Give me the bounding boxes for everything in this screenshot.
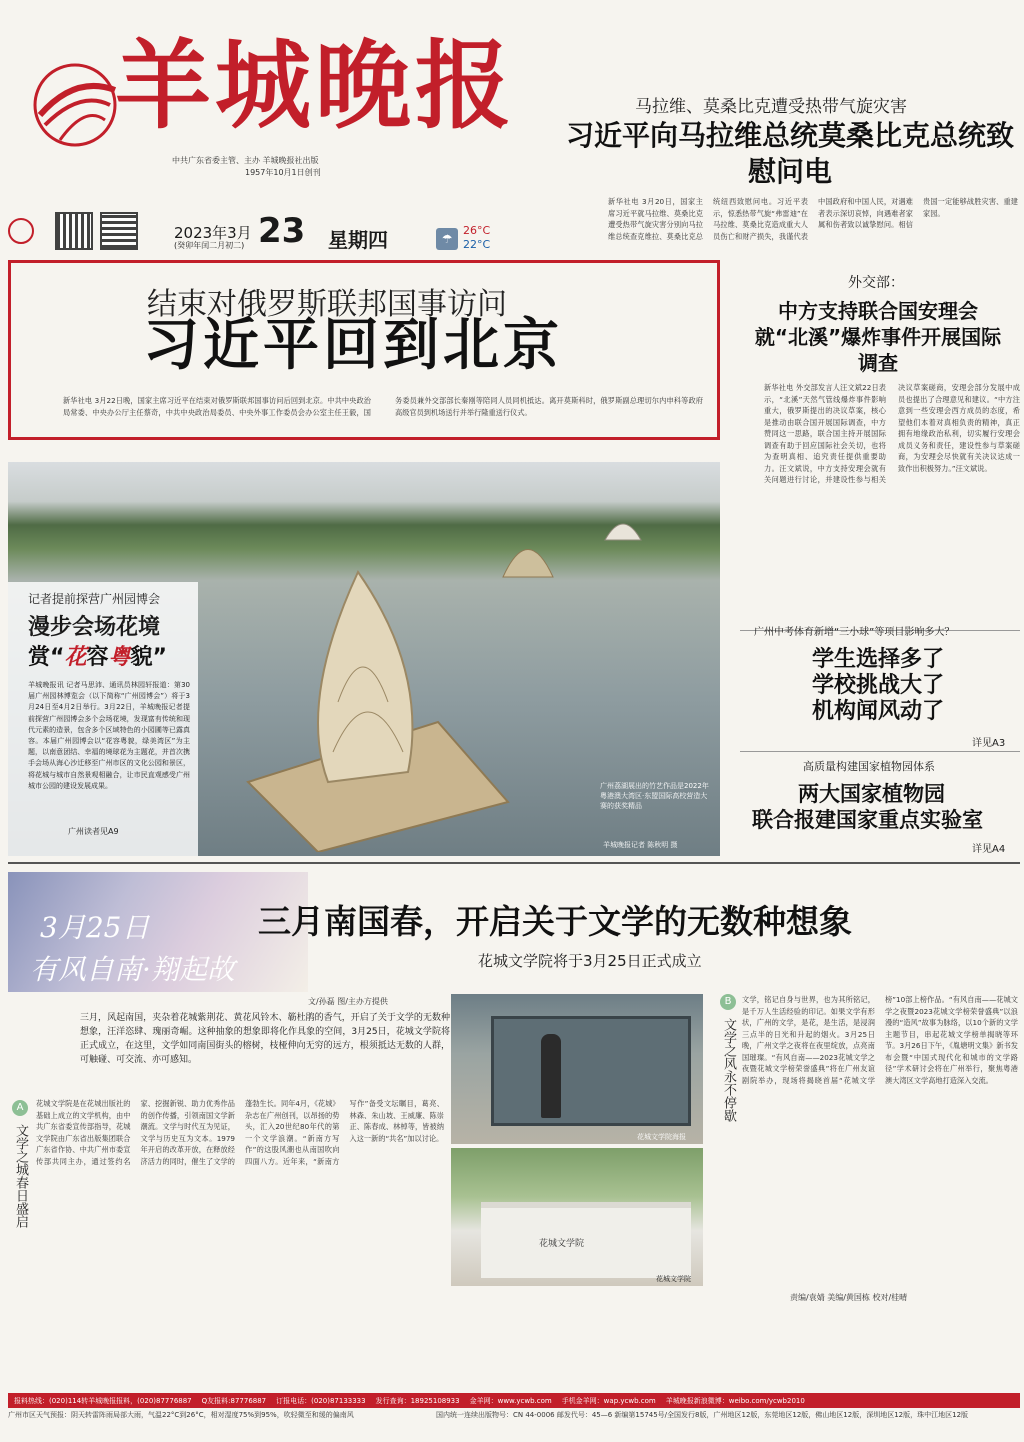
feature-headline: 三月南国春，开启关于文学的无数种想象 xyxy=(258,902,852,941)
person-figure-icon xyxy=(541,1034,561,1118)
lead-story[interactable] xyxy=(8,260,720,440)
top-story[interactable] xyxy=(560,88,1020,258)
section-a-title: 文学之城春日盛启 xyxy=(13,1124,28,1228)
footer-weibo[interactable]: 羊城晚报新浪微博：weibo.com/ycwb2010 xyxy=(665,1396,805,1405)
sports-seemore[interactable]: 详见A3 xyxy=(972,738,1006,749)
bamboo-sculpture-icon xyxy=(238,552,518,852)
photo-body: 羊城晚报讯 记者马思沛、通讯员林园轩报道：第30届广州园林博览会（以下简称“广州园博会”）将于3月24日至4月2日举行。3月22日，羊城晚报记者提前探营广州园博会多个会场花境，发现富有传统和现代元素的造景，包含多个区域特色的小园圃等已露真容。本届广州园博会以“花容粤貌，绿美湾区”为主题，以南意团结、幸福的境球花为主题花，并首次携手会场从海心沙迁移至广州市区的文化公园和景区，将花城与城市自然景观相融合，让市民直观感受广州城市公园的建设发展成果。 xyxy=(28,681,190,790)
mofa-headline: 中方支持联合国安理会就“北溪”爆炸事件开展国际调查 xyxy=(754,299,1002,375)
footer-subscribe[interactable]: 订报电话：(020)87133333 xyxy=(276,1396,366,1405)
top-story-kicker: 马拉维、莫桑比克遭受热带气旋灾害 xyxy=(635,97,907,117)
photo-seemore[interactable]: 广州读者见A9 xyxy=(68,827,119,836)
section-b-text: 文学，铭记自身与世界，也为其所铭记，是千万人生活经验的印记。如果文学有形状，广州的文学，是花，是生活，是浸润三点半的日光和升起的烟火。3月25日晚，广州文学之夜将在夜里绽放，点亮南国璀璨。“有风自南——2023花城文学之夜暨花城文学榜荣誉盛典”将在广州友谊剧院举办，现场将揭晓首届“花城文学榜”10部上榜作品。“有风自南——花城文学之夜暨2023花城文学榜荣誉盛典”以浪漫的“造风”故事为脉络，以10个新的文学主题节目，串起花城文学榜单揭晓等环节。3月26日下午，《胤塘明文集》新书发布会暨“中国式现代化和城市的文学路径”学术研讨会将在广州举行，聚焦粤港澳大湾区文学高地打造深入交流。 xyxy=(742,995,1018,1085)
photo-headline-2e: 貌” xyxy=(130,645,167,670)
lead-headline: 习近平回到北京 xyxy=(143,313,563,378)
photo-headline-2a: 赏“ xyxy=(28,645,65,670)
photo-headline-1: 漫步会场花境 xyxy=(28,615,161,640)
feature-editors: 责编/袁婧 美编/黄国栋 校对/桂晴 xyxy=(790,1293,908,1302)
garden-story[interactable] xyxy=(740,752,1020,856)
issue-day: 23 xyxy=(258,211,306,251)
newspaper-logo-icon xyxy=(30,60,120,150)
feature-byline: 文/孙磊 图/主办方提供 xyxy=(308,997,388,1006)
garden-seemore[interactable]: 详见A4 xyxy=(972,844,1006,855)
footer-registration: 国内统一连续出版物号：CN 44-0006 邮发代号：45—6 新编第15745号/全国发行8版，广州地区12版，东莞地区12版，佛山地区12版，深圳地区12版，珠中江地区12版 xyxy=(436,1411,969,1419)
footer-weather: 广州市区天气预报：阴天转雷阵雨局部大雨，气温22°C到26°C，相对湿度75%到95%，吹轻微至和缓的偏南风 xyxy=(8,1411,354,1419)
section-b-badge: B xyxy=(720,994,736,1010)
lead-subhead: 结束对俄罗斯联邦国事访问 xyxy=(147,287,507,322)
sports-line-3: 机构闻风动了 xyxy=(812,699,945,724)
masthead-title: 羊城晚报 xyxy=(115,29,515,142)
weather-icon: ☂ xyxy=(436,228,458,250)
feature-intro: 三月，风起南国，夹杂着花城紫荆花、黄花风铃木、簕杜鹃的香气，开启了关于文学的无数种想象，汪洋恣肆、瑰丽奇崛。这种抽象的想象即将化作具象的空间，3月25日，花城文学院将正式成立，在这里，文学如同南国街头的榕树，枝桠伸向无穷的远方，根须抵达无数的人群，可触碰、可交流、亦可感知。 xyxy=(80,1013,450,1065)
seal-icon xyxy=(8,218,34,244)
publisher-line: 中共广东省委主管、主办 羊城晚报社出版 xyxy=(172,156,319,165)
top-story-body: 新华社电 3月20日，国家主席习近平就马拉维、莫桑比克遭受热带气旋灾害分别向马拉维总统查克维拉、莫桑比克总统纽西致慰问电。习近平表示，惊悉热带气旋“弗雷迪”在马拉维、莫桑比克造成重大人员伤亡和财产损失，我谨代表中国政府和中国人民，对遇难者表示深切哀悼，向遇难者家属和伤者致以诚挚慰问。相信贵国一定能够战胜灾害、重建家园。 xyxy=(608,197,1018,241)
section-b-title: 文学之风永不停歇 xyxy=(721,1018,736,1122)
feature-calligraphy-1: 3月25日 xyxy=(40,911,150,944)
divider xyxy=(8,862,1020,864)
footer-mobile[interactable]: 手机金羊网：wap.ycwb.com xyxy=(561,1396,656,1405)
section-a-text: 花城文学院是在花城出版社的基础上成立的文学机构，由中共广东省委宣传部指导，花城文学院由广东省出版集团联合广东省作协、中共广州市委宣传部共同主办，通过签约名家、挖掘新锐、助力优秀作品的创作传播，引领南国文学新潮流。文学与时代互为见证，文学与历史互为文本。1979年开启的改革开放，在释放经济活力的同时，催生了文学的蓬勃生长。同年4月，《花城》杂志在广州创刊，以昂扬的势头，汇入20世纪80年代的第一个文学浪潮。“新南方写作”的这股风潮也从南国吹向四面八方。近年来，“新南方写作”备受文坛瞩目，葛亮、林森、朱山坡、王威廉、陈崇正、陈春成、林棹等，皆被纳入这一新的“共名”加以讨论。 xyxy=(36,1099,444,1166)
building-caption: 花城文学院 xyxy=(656,1275,691,1283)
garden-line-2: 联合报建国家重点实验室 xyxy=(752,808,983,832)
photo-credit: 羊城晚报记者 陈秋明 摄 xyxy=(603,841,678,849)
temp-high: 26°C xyxy=(463,224,491,237)
small-sculpture-icon xyxy=(498,522,558,582)
garden-line-1: 两大国家植物园 xyxy=(798,782,945,806)
issue-date: 2023年3月 xyxy=(174,224,252,242)
photo-headline-2 xyxy=(28,640,167,671)
photo-headline-2c: 容 xyxy=(86,645,109,670)
lunar-date: (癸卯年闰二月初二) xyxy=(174,241,245,250)
issue-weekday: 星期四 xyxy=(328,228,388,252)
poster-board xyxy=(491,1016,691,1126)
photo-kicker: 记者提前探营广州园博会 xyxy=(28,592,161,606)
building-facade xyxy=(481,1202,691,1278)
building-photo[interactable] xyxy=(451,1148,703,1286)
founded-line: 1957年10月1日创刊 xyxy=(245,168,321,177)
mofa-kicker: 外交部： xyxy=(848,275,904,291)
garden-kicker: 高质量构建国家植物园体系 xyxy=(803,760,935,773)
footer-delivery[interactable]: 发行查询：18925108933 xyxy=(375,1396,460,1405)
top-story-headline: 习近平向马拉维总统莫桑比克总统致慰问电 xyxy=(565,119,1014,189)
photo-caption: 广州荔湖展出的竹艺作品是2022年粤港澳大湾区·东盟国际高校营造大赛的获奖精品 xyxy=(600,782,709,810)
mofa-body: 新华社电 外交部发言人汪文斌22日表示，“北溪”天然气管线爆炸事件影响重大，俄罗斯提出的决议草案，核心是推动由联合国开展国际调查，中方赞同这一思路，联合国主持开展国际调查有助于回应国际社会关切，也将为查明真相、追究责任提供重要助力。汪文斌说，中方支持安理会就有关问题进行讨论，并建设性参与相关决议草案磋商，安理会部分发展中成员也提出了合理意见和建议。“中方注意到一些安理会西方成员的态度，希望他们本着对真相负责的精神，真正拥有地缘政治私利，切实履行安理会成员义务和责任，建设性参与草案磋商，为安理会尽快就有关决议达成一致作出积极努力。”汪文斌说。 xyxy=(764,383,1020,485)
poster-photo[interactable] xyxy=(451,994,703,1144)
garden-expo-photo[interactable] xyxy=(8,462,720,856)
feature-section xyxy=(0,866,1024,1386)
small-sculpture-icon xyxy=(603,512,643,542)
sports-line-2: 学校挑战大了 xyxy=(812,673,945,698)
temp-low: 22°C xyxy=(463,238,491,251)
footer-hotline[interactable]: 报料热线：(020)114转羊城晚报报料，(020)87776887 xyxy=(14,1396,192,1405)
footer-qq[interactable]: Q友报料:87776887 xyxy=(201,1396,267,1405)
qr-code-icon[interactable] xyxy=(100,212,138,250)
lead-body: 新华社电 3月22日晚，国家主席习近平在结束对俄罗斯联邦国事访问后回到北京。中共中央政治局常委、中央办公厅主任蔡奇，中共中央政治局委员、中央外事工作委员会办公室主任王毅，国务委员兼外交部部长秦刚等陪同人员同机抵达。离开莫斯科时，俄罗斯副总理切尔内申科等政府高级官员到机场送行并举行隆重送行仪式。 xyxy=(63,396,703,417)
sports-line-1: 学生选择多了 xyxy=(812,647,945,672)
building-sign: 花城文学院 xyxy=(539,1239,585,1249)
sports-kicker: 广州中考体育新增“三小球”等项目影响多大？ xyxy=(754,627,955,638)
photo-headline-2d: 粤 xyxy=(108,645,131,670)
poster-caption: 花城文学院海报 xyxy=(637,1133,686,1141)
section-a-badge: A xyxy=(12,1100,28,1116)
feature-subhead: 花城文学院将于3月25日正式成立 xyxy=(478,952,702,970)
photo-headline-2b: 花 xyxy=(64,645,87,670)
mofa-story[interactable] xyxy=(728,272,1020,624)
sports-story[interactable] xyxy=(740,620,1020,750)
qr-code-icon[interactable] xyxy=(55,212,93,250)
feature-calligraphy-2: 有风自南·翔起故 xyxy=(30,953,235,986)
footer-website[interactable]: 金羊网：www.ycwb.com xyxy=(469,1396,552,1405)
footer-bar xyxy=(8,1393,1020,1408)
